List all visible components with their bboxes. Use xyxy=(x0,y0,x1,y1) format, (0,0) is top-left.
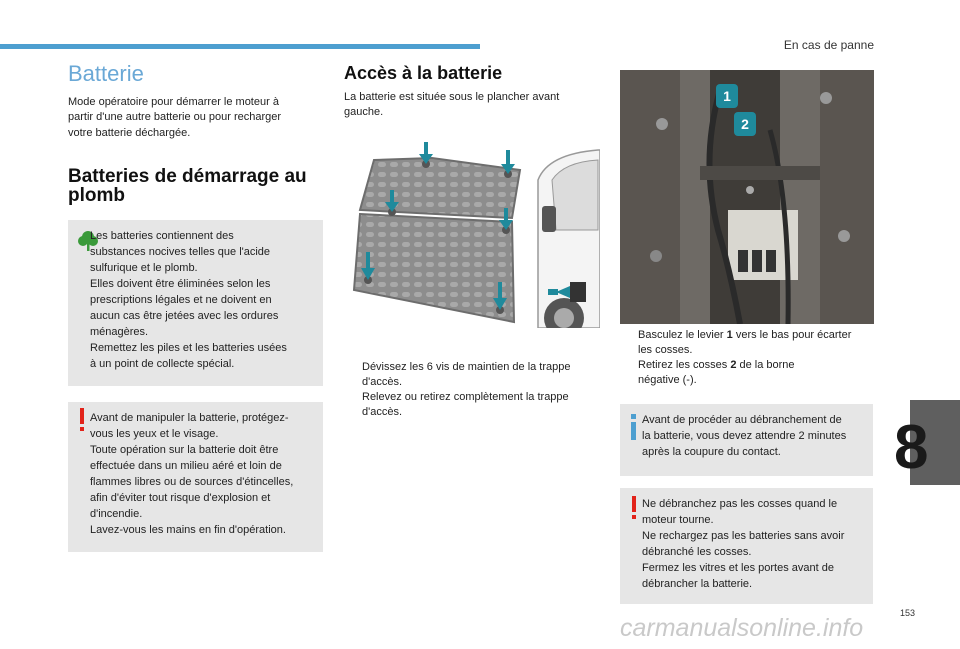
eco-note-box xyxy=(68,220,323,386)
battery-terminal-photo xyxy=(620,70,874,324)
bullet-arrow-icon xyxy=(620,328,638,358)
step-line: les cosses. xyxy=(638,344,693,356)
step-line: Dévissez les 6 vis de maintien de la trappe xyxy=(362,361,571,373)
warning-line: vous les yeux et le visage. xyxy=(90,428,219,440)
note-line: à un point de collecte spécial. xyxy=(90,358,235,370)
info-line: la batterie, vous devez attendre 2 minutes xyxy=(642,430,847,442)
warning-line: Fermez les vitres et les portes avant de xyxy=(642,562,834,574)
note-line: Remettez les piles et les batteries usées xyxy=(90,342,287,354)
step-line: d'accès. xyxy=(362,376,403,388)
warning-line: afin d'éviter tout risque d'explosion et xyxy=(90,492,271,504)
warning-line: Avant de manipuler la batterie, protégez- xyxy=(90,412,289,424)
step-item xyxy=(344,360,596,390)
warning-box xyxy=(68,402,323,552)
chapter-number: 8 xyxy=(894,413,929,482)
warning-exclamation-icon xyxy=(78,408,86,437)
step-text: vers le bas pour écarter xyxy=(732,329,852,341)
eco-note-text xyxy=(90,228,315,372)
info-line: Avant de procéder au débranchement de xyxy=(642,414,842,426)
warning-line: moteur tourne. xyxy=(642,514,714,526)
step-line: Relevez ou retirez complètement la trappe xyxy=(362,391,569,403)
note-line: Elles doivent être éliminées selon les xyxy=(90,278,271,290)
warning-line: débrancher la batterie. xyxy=(642,578,753,590)
note-line: ménagères. xyxy=(90,326,149,338)
intro-line: La batterie est située sous le plancher avant xyxy=(344,90,560,103)
bullet-arrow-icon xyxy=(620,358,638,388)
section-title-line: plomb xyxy=(68,185,125,206)
step-ref-2: 2 xyxy=(730,359,737,371)
note-line: Les batteries contiennent des xyxy=(90,230,234,242)
warning-text xyxy=(90,410,315,538)
access-steps xyxy=(344,360,596,420)
note-line: aucun cas être jetées avec les ordures xyxy=(90,310,279,322)
step-item xyxy=(344,390,596,420)
step-text: Retirez les cosses xyxy=(638,359,731,371)
intro-text xyxy=(68,95,323,142)
intro-line: partir d'une autre batterie ou pour recharger xyxy=(68,111,282,123)
page-number: 153 xyxy=(900,608,916,618)
step-text: de la borne xyxy=(736,359,795,371)
warning-line: Ne rechargez pas les batteries sans avoir xyxy=(642,530,845,542)
warning-line: effectuée dans un milieu aéré et loin de xyxy=(90,460,282,472)
warning-text xyxy=(642,496,865,592)
callout-2-label: 2 xyxy=(741,116,749,132)
callout-2-badge xyxy=(734,112,756,136)
warning-line: débranché les cosses. xyxy=(642,546,752,558)
info-box xyxy=(620,404,873,476)
info-text xyxy=(642,412,865,460)
warning-exclamation-icon xyxy=(630,496,638,525)
intro-line: votre batterie déchargée. xyxy=(68,126,191,139)
step-item xyxy=(620,358,876,388)
floor-panel-illustration xyxy=(352,140,600,328)
page-title: Batterie xyxy=(68,61,144,86)
info-icon xyxy=(628,414,638,445)
watermark: carmanualsonline.info xyxy=(620,614,864,642)
bullet-arrow-icon xyxy=(344,360,362,390)
info-line: après la coupure du contact. xyxy=(642,446,781,458)
callout-1-badge xyxy=(716,84,738,108)
middle-column xyxy=(344,63,594,121)
step-line: d'accès. xyxy=(362,406,403,418)
warning-line: d'incendie. xyxy=(90,508,143,520)
header-accent-bar xyxy=(0,44,480,49)
warning-box-right xyxy=(620,488,873,604)
intro-line: gauche. xyxy=(344,106,384,118)
warning-line: Ne débranchez pas les cosses quand le xyxy=(642,498,838,510)
step-line: négative (-). xyxy=(638,374,697,386)
terminal-steps xyxy=(620,328,876,388)
bullet-arrow-icon xyxy=(344,390,362,420)
warning-line: Lavez-vous les mains en fin d'opération. xyxy=(90,524,286,536)
section-title-access: Accès à la batterie xyxy=(344,63,503,83)
step-line xyxy=(638,328,851,343)
step-line xyxy=(638,358,795,373)
callout-1-label: 1 xyxy=(723,88,731,104)
step-ref-1: 1 xyxy=(726,329,733,341)
warning-line: flammes libres ou de sources d'étincelles, xyxy=(90,476,294,488)
warning-line: Toute opération sur la batterie doit être xyxy=(90,444,279,456)
step-item xyxy=(620,328,876,358)
note-line: prescriptions légales et ne doivent en xyxy=(90,294,272,306)
intro-line: Mode opératoire pour démarrer le moteur à xyxy=(68,95,279,108)
section-title xyxy=(68,167,323,205)
access-intro xyxy=(344,90,594,121)
note-line: sulfurique et le plomb. xyxy=(90,262,198,274)
note-line: substances nocives telles que l'acide xyxy=(90,246,271,258)
section-title-line: Batteries de démarrage au xyxy=(68,166,307,187)
left-column xyxy=(68,61,323,206)
step-text: Basculez le levier xyxy=(638,329,727,341)
chapter-header: En cas de panne xyxy=(783,38,874,52)
